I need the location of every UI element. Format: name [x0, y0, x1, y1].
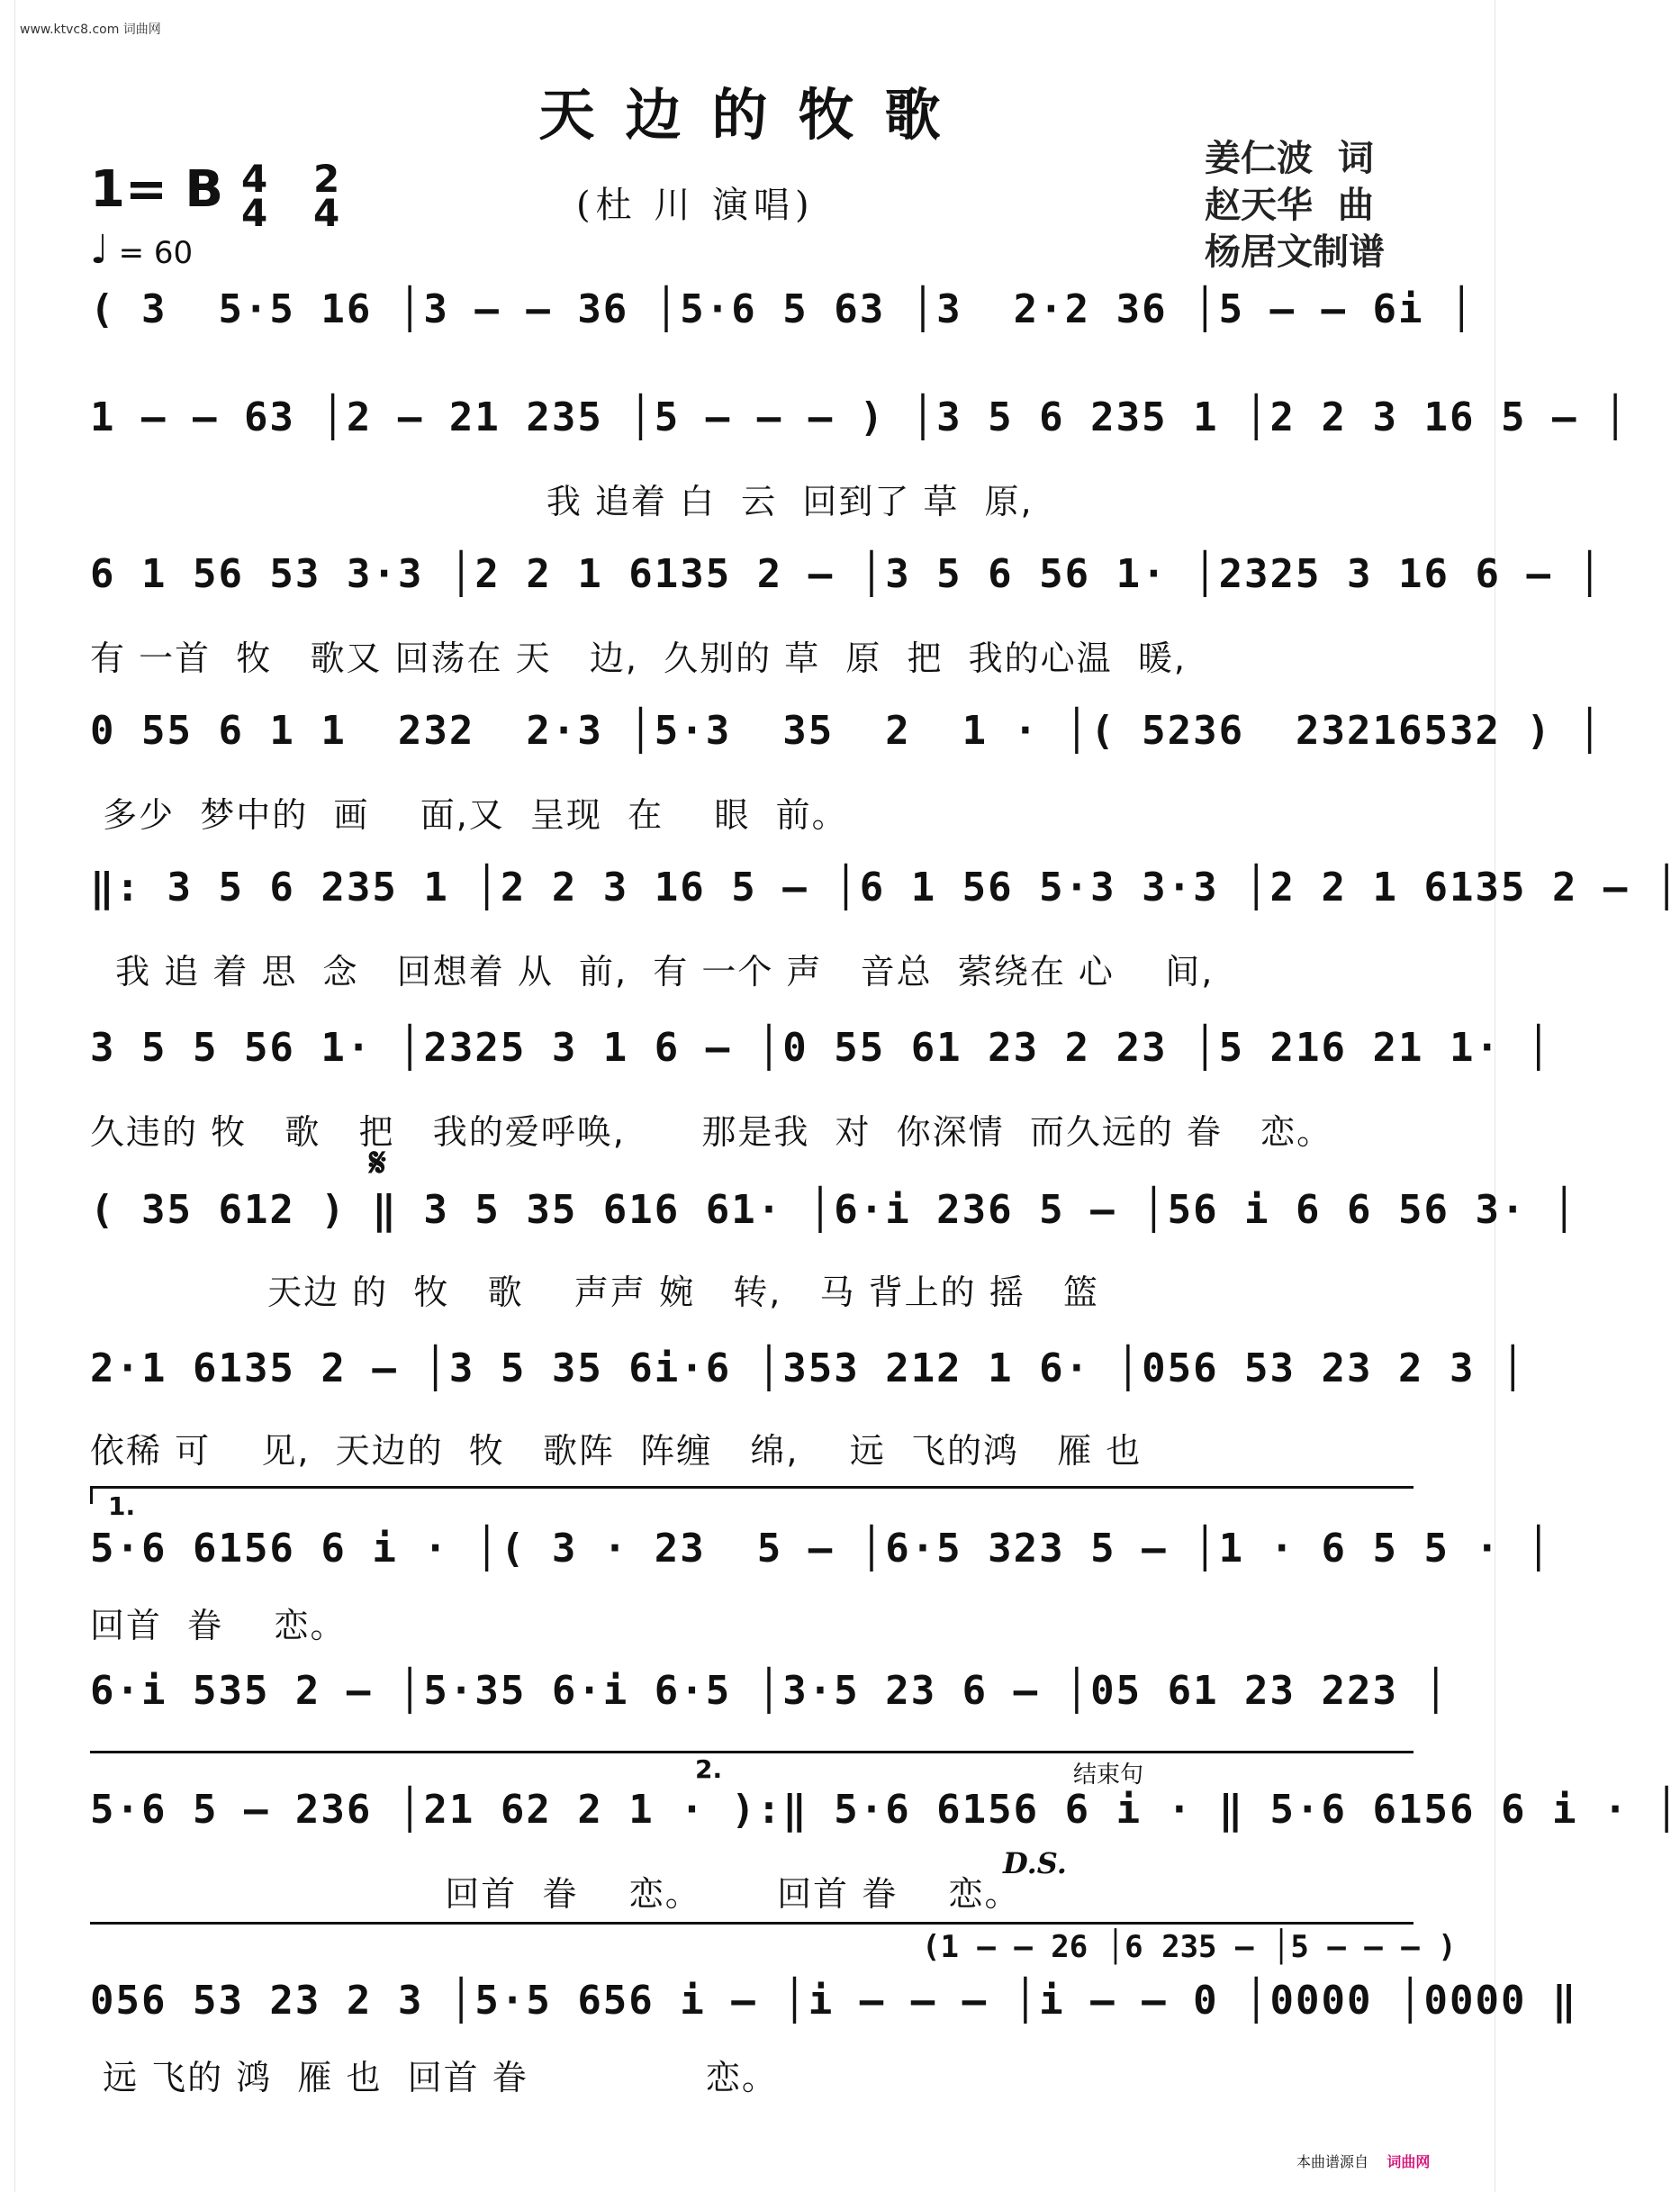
lyrics-line: 回首 眷 恋。 回首 眷 恋。: [90, 1874, 1021, 1914]
key-signature: 1= B: [90, 160, 224, 219]
notes-line: ( 35 612 ) ‖ 3 5 35 616 61· │6·i 236 5 – │56 i 6 6 56 3· │: [90, 1187, 1578, 1233]
notes-line: 0 55 6 1 1 232 2·3 │5·3 35 2 1 · │( 5236 23216532 ) │: [90, 708, 1603, 754]
lyrics-line: 回首 眷 恋。: [90, 1606, 347, 1645]
lyrics-line: 多少 梦中的 画 面,又 呈现 在 眼 前。: [90, 795, 848, 835]
song-title: 天边的牧歌: [538, 82, 971, 148]
right-margin-strip: [1495, 0, 1510, 2192]
dal-segno-mark: D.S.: [1003, 1846, 1067, 1880]
volta-bracket-line: [90, 1751, 1414, 1753]
notes-line: ( 3 5·5 16 │3 – – 36 │5·6 5 63 │3 2·2 36 │5 – – 6i │: [90, 286, 1476, 332]
site-header[interactable]: www.ktvc8.com 词曲网: [20, 23, 161, 37]
credit-transcriber: 杨居文制谱: [1205, 231, 1385, 273]
time-signature-4-4: 4 4: [241, 157, 268, 235]
quarter-note-icon: ♩: [90, 227, 109, 273]
segno-sign: 𝄋: [369, 1140, 386, 1186]
notes-line: 056 53 23 2 3 │5·5 656 i – │i – – – │i – – 0 │0000 │0000 ‖: [90, 1978, 1578, 2024]
notes-line: 2·1 6135 2 – │3 5 35 6i·6 │353 212 1 6· │056 53 23 2 3 │: [90, 1345, 1527, 1391]
section-rule: [90, 1922, 1414, 1925]
lyrics-line: 久违的 牧 歌 把 我的爱呼唤, 那是我 对 你深情 而久远的 眷 恋。: [90, 1112, 1333, 1152]
volta-1-label: 1.: [108, 1491, 136, 1521]
tempo-marking: ♩ = 60: [90, 227, 194, 273]
time-signature-2-4: 2 4: [313, 157, 340, 235]
instrumental-upper-line: (1 – – 26 │6 235 – │5 – – – ): [922, 1929, 1457, 1965]
volta-2-label: 2.: [695, 1754, 723, 1784]
credits: [1205, 135, 1385, 276]
ending-phrase-label: 结束句: [1073, 1762, 1144, 1789]
notes-line: 5·6 5 – 236 │21 62 2 1 · ):‖ 5·6 6156 6 i · ‖ 5·6 6156 6 i · │: [90, 1787, 1680, 1833]
notes-line: 3 5 5 56 1· │2325 3 1 6 – │0 55 61 23 2 23 │5 216 21 1· │: [90, 1025, 1552, 1071]
volta-1-bracket: [90, 1486, 1414, 1489]
singer-line: (杜 川 演唱): [576, 185, 815, 226]
credit-lyricist: 姜仁波 词: [1205, 137, 1374, 179]
lyrics-line: 依稀 可 见, 天边的 牧 歌阵 阵缠 绵, 远 飞的鸿 雁 也: [90, 1431, 1143, 1471]
volta-1-bracket-hook: [90, 1486, 93, 1504]
footer-brand-link[interactable]: 词曲网: [1386, 2153, 1431, 2170]
notes-line: ‖: 3 5 6 235 1 │2 2 3 16 5 – │6 1 56 5·3 3·3 │2 2 1 6135 2 – │: [90, 865, 1680, 910]
notes-line: 6·i 535 2 – │5·35 6·i 6·5 │3·5 23 6 – │05 61 23 223 │: [90, 1668, 1450, 1714]
lyrics-line: 天边 的 牧 歌 声声 婉 转, 马 背上的 摇 篮: [90, 1273, 1099, 1312]
left-margin-strip: [0, 0, 15, 2192]
lyrics-line: 我 追 着 思 念 回想着 从 前, 有 一个 声 音总 萦绕在 心 间,: [90, 952, 1215, 992]
notes-line: 6 1 56 53 3·3 │2 2 1 6135 2 – │3 5 6 56 1· │2325 3 16 6 – │: [90, 551, 1603, 597]
notes-line: 5·6 6156 6 i · │( 3 · 23 5 – │6·5 323 5 – │1 · 6 5 5 · │: [90, 1526, 1552, 1572]
lyrics-line: 远 飞的 鸿 雁 也 回首 眷 恋。: [90, 2058, 778, 2097]
lyrics-line: 有 一首 牧 歌又 回荡在 天 边, 久别的 草 原 把 我的心温 暖,: [90, 639, 1187, 678]
credit-composer: 赵天华 曲: [1205, 184, 1374, 226]
footer-source: 本曲谱源自 词曲网: [1296, 2153, 1431, 2170]
notes-line: 1 – – 63 │2 – 21 235 │5 – – – ) │3 5 6 235 1 │2 2 3 16 5 – │: [90, 394, 1630, 440]
lyrics-line: 我 追着 白 云 回到了 草 原,: [90, 482, 1034, 521]
